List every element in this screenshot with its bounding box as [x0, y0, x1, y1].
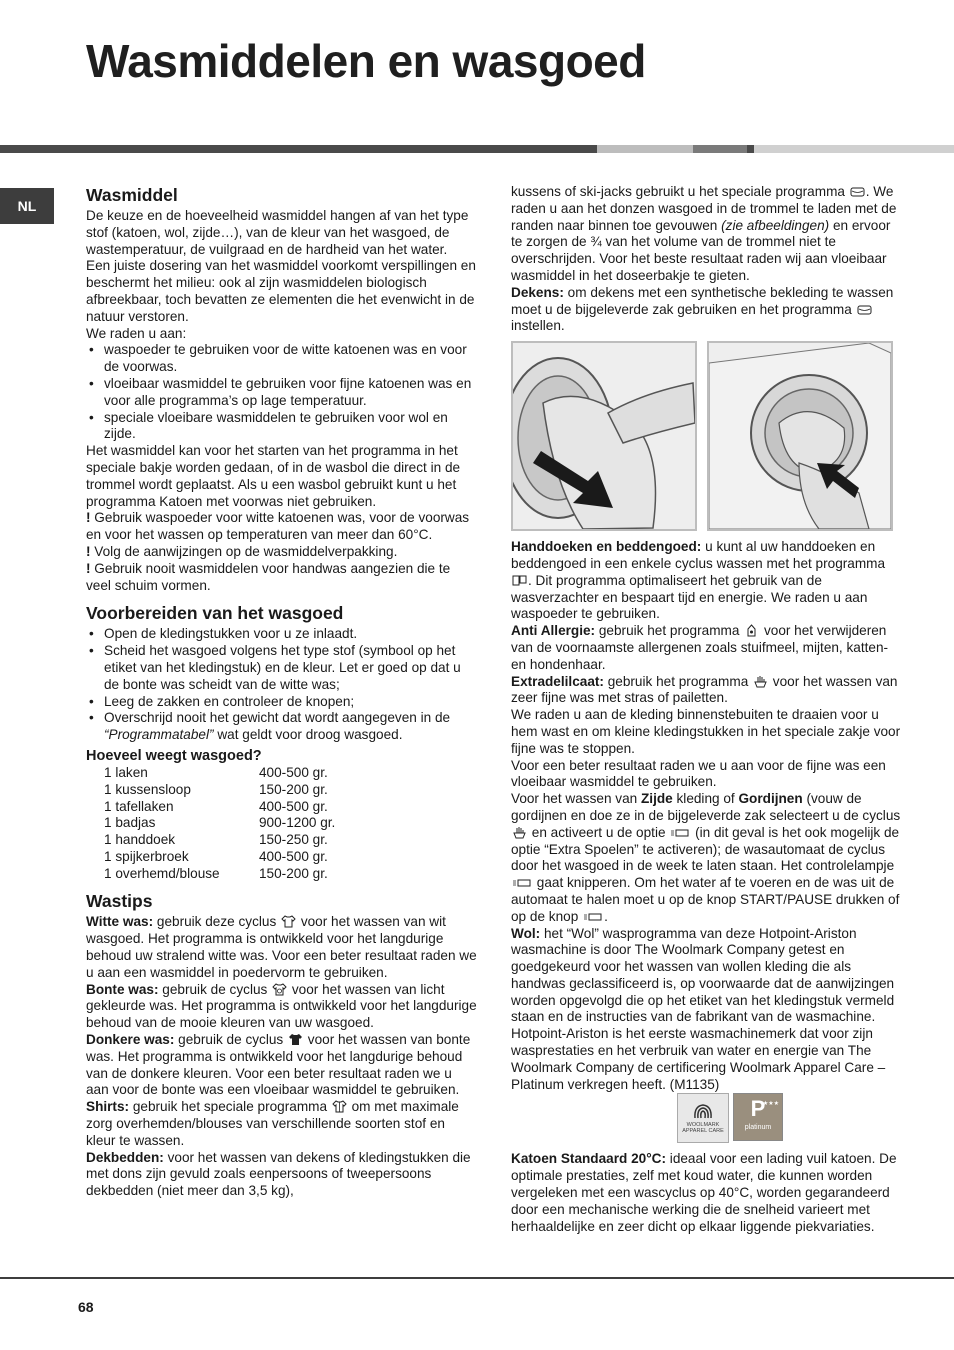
weight-item: 1 badjas: [104, 815, 156, 831]
weight-item: 1 kussensloop: [104, 781, 191, 797]
weight-item: 1 overhemd/blouse: [104, 865, 220, 881]
shirts-icon: [332, 1100, 347, 1113]
bullet-list: [86, 342, 478, 443]
hand-wash-icon: [512, 826, 527, 839]
warning-note: ! Gebruik waspoeder voor witte katoenen was, voor de voorwas en voor het wassen op temperaturen van meer dan 60°C.: [86, 510, 470, 543]
paragraph: De keuze en de hoeveelheid wasmiddel hangen af van het type stof (katoen, wol, zijde…), van de kleur van het wasgoed, de wastemperatuur, de vuilgraad en de hardheid van het water.: [86, 208, 469, 257]
duvet-icon: [857, 303, 872, 316]
anti-crease-icon: [670, 826, 690, 839]
tip-anti-allergie: Anti Allergie: gebruik het programma voor het verwijderen van de voornaamste allergenen zoals stuifmeel, mijten, katten- en hondenhaar.: [511, 623, 889, 672]
weight-value: 400-500 gr.: [259, 848, 328, 864]
list-item: • Open de kledingstukken voor u ze inlaadt.: [86, 626, 478, 643]
weight-item: 1 spijkerbroek: [104, 848, 189, 864]
towels-icon: [512, 574, 527, 587]
page-number: 68: [78, 1299, 94, 1315]
list-item: • vloeibaar wasmiddel te gebruiken voor fijne katoenen was en voor alle programma’s op lage temperatuur.: [86, 376, 478, 410]
color-shirt-icon: [272, 983, 287, 996]
paragraph: We raden u aan:: [86, 325, 187, 341]
weights-heading: Hoeveel weegt wasgoed?: [86, 747, 262, 764]
page-title: Wasmiddelen en wasgoed: [86, 35, 646, 87]
list-item: • Overschrijd nooit het gewicht dat wordt aangegeven in de “Programmatabel” wat geldt voor droog wasgoed.: [86, 710, 478, 744]
weight-item: 1 tafellaken: [104, 798, 174, 814]
header-rule: [0, 145, 954, 153]
anti-allergy-icon: [744, 624, 759, 637]
weight-value: 150-200 gr.: [259, 865, 328, 881]
paragraph: Voor een beter resultaat raden we u aan voor de fijne was een vloeibaar wasmiddel te gebruiken.: [511, 757, 886, 790]
hand-wash-icon: [753, 675, 768, 688]
white-shirt-icon: [281, 915, 296, 928]
tip-dekens: Dekens: om dekens met een synthetische bekleding te wassen moet u de bijgeleverde zak gebruiken en het programma instellen.: [511, 284, 894, 334]
language-tab: NL: [0, 188, 54, 224]
tip-katoen-standaard: Katoen Standaard 20°C: ideaal voor een lading vuil katoen. De optimale prestaties, zelf met koud water, die kunnen worden vergeleken met een wascyclus op 40°C, worden gegarandeerd door een mechanische werking die de snelheid varieert met herhaaldelijke en zeer dicht op elkaar liggende piekvariaties.: [511, 1151, 897, 1234]
tip-shirts: Shirts: gebruik het speciale programma om met maximale zorg overhemden/blouses van verschillende soorten stof en kleur te wassen.: [86, 1099, 459, 1148]
list-item: • waspoeder te gebruiken voor de witte katoenen was en voor de voorwas.: [86, 342, 478, 376]
weight-item: 1 laken: [104, 764, 148, 780]
section-heading-voorbereiden: Voorbereiden van het wasgoed: [86, 603, 344, 624]
woolmark-logo: WOOLMARK APPAREL CARE: [677, 1093, 729, 1143]
weight-item: 1 handdoek: [104, 832, 176, 848]
tip-extradelicaat: Extradelilcaat: gebruik het programma voor het wassen van zeer fijne was met stras of pailetten.: [511, 673, 898, 706]
tip-handdoeken: Handdoeken en beddengoed: u kunt al uw handdoeken en beddengoed in een enkele cyclus wassen met het programma . Dit programma optimaliseert het gebruik van de wasverzachter en bespaart tijd en energie. We raden u aan waspoeder te gebruiken.: [511, 539, 886, 622]
woolmark-icon: [692, 1102, 714, 1122]
tip-bonte-was: Bonte was: gebruik de cyclus voor het wassen van licht gekleurde was. Het programma is ontwikkeld voor het langdurige behoud van de mooie kleuren van uw wasgoed.: [86, 981, 477, 1031]
warning-note: ! Volg de aanwijzingen op de wasmiddelverpakking.: [86, 543, 398, 559]
certification-badges: [677, 1093, 903, 1143]
section-heading-wasmiddel: Wasmiddel: [86, 185, 178, 205]
dark-shirt-icon: [288, 1033, 303, 1046]
duvet-icon: [850, 185, 865, 198]
paragraph: Een juiste dosering van het wasmiddel voorkomt verspillingen en beschermt het milieu: ook al zijn wasmiddelen biologisch afbreekbaar, toch bevatten ze elementen die het evenwicht in de natuur verstoren.: [86, 258, 476, 324]
loading-figures: [511, 341, 903, 531]
weight-value: 400-500 gr.: [259, 764, 328, 780]
bullet-list: [86, 626, 478, 744]
right-column: [511, 184, 903, 1235]
footer-rule: [0, 1277, 954, 1279]
weights-table: [86, 765, 478, 883]
weight-value: 900-1200 gr.: [259, 815, 336, 831]
tip-donkere-was: Donkere was: gebruik de cyclus voor het wassen van bonte was. Het programma is ontwikkeld voor het langdurige behoud van de donkere kleuren. Voor een beter resultaat raden we u aan voor de bonte was een vloeibaar wasmiddel te gebruiken.: [86, 1032, 471, 1098]
paragraph-dekbedden-cont: kussens of ski-jacks gebruikt u het speciale programma . We raden u aan het donzen wasgoed in de trommel te laden met de randen naar binnen toe gevouwen (zie afbeeldingen) en ervoor te zorgen de ¾ van het volume van de trommel niet te overschrijden. Voor het beste resultaat raden wij aan vloeibaar wasmiddel in het doseerbakje te gieten.: [511, 184, 897, 283]
figure-loading-duvet-1: [511, 341, 697, 531]
paragraph: Het wasmiddel kan voor het starten van het programma in het speciale bakje worden gedaan, of in de wasbol die direct in de trommel wordt geplaatst. Als u een wasbol gebruikt kunt u het programma Katoen met voorwas niet gebruiken.: [86, 443, 461, 509]
tip-zijde-gordijnen: Voor het wassen van Zijde kleding of Gordijnen (vouw de gordijnen en doe ze in de bijgeleverde zak selecteert u de cyclus en activeert u de optie (in dit geval is het ook mogelijk de optie “Extra Spoelen” te activeren); de wasautomaat de cyclus door het wasgoed in de week te laten staan. Het controlelampje gaat knipperen. Om het water af te voeren en de was uit de automaat te halen moet u op de knop START/PAUSE drukken of op de knop .: [511, 791, 901, 924]
platinum-logo: ★★★ P platinum: [733, 1093, 783, 1141]
anti-crease-icon: [512, 876, 532, 889]
list-item: • Leeg de zakken en controleer de knopen;: [86, 694, 478, 711]
list-item: • Scheid het wasgoed volgens het type stof (symbool op het etiket van het kledingstuk) en de kleur. Let er goed op dat u de bonte was scheidt van de witte was;: [86, 643, 478, 693]
weight-value: 150-250 gr.: [259, 832, 328, 848]
weight-value: 400-500 gr.: [259, 798, 328, 814]
tip-witte-was: Witte was: gebruik deze cyclus voor het wassen van wit wasgoed. Het programma is ontwikkeld voor het langdurige behoud uw stralend witte was. Voor een beter resultaat raden we u aan een wasmiddel in poedervorm te gebruiken.: [86, 914, 477, 980]
warning-note: ! Gebruik nooit wasmiddelen voor handwas aangezien die te veel schuim vormen.: [86, 560, 451, 593]
list-item: • speciale vloeibare wasmiddelen te gebruiken voor wol en zijde.: [86, 410, 478, 444]
tip-wol: Wol: het “Wol” wasprogramma van deze Hotpoint-Ariston wasmachine is door The Woolmark Company getest en goedgekeurd voor het wassen van wollen kleding die als handwas geclassificeerd is, op voorwaarde dat de aanwijzingen worden opgevolgd die op het etiket van het kledingstuk vermeld staan en de instructies van de fabrikant van de wasmachine. Hotpoint-Ariston is het eerste wasmachinemerk dat voor zijn wasprestaties en het verbruik van water en energie van The Woolmark Company de certificering Woolmark Apparel Care – Platinum verkregen heeft. (M1135): [511, 925, 895, 1092]
section-heading-wastips: Wastips: [86, 891, 153, 912]
tip-dekbedden: Dekbedden: voor het wassen van dekens of kledingstukken die met dons zijn gevuld zoals eenpersoons of tweepersoons dekbedden (niet meer dan 3,5 kg),: [86, 1149, 471, 1199]
anti-crease-icon: [583, 910, 603, 923]
left-column: [86, 184, 478, 1200]
figure-loading-duvet-2: [707, 341, 893, 531]
weight-value: 150-200 gr.: [259, 781, 328, 797]
paragraph: We raden u aan de kleding binnenstebuiten te draaien voor u hem wast en om kleine kledingstukken in het speciale zakje voor fijne was te stoppen.: [511, 707, 901, 756]
